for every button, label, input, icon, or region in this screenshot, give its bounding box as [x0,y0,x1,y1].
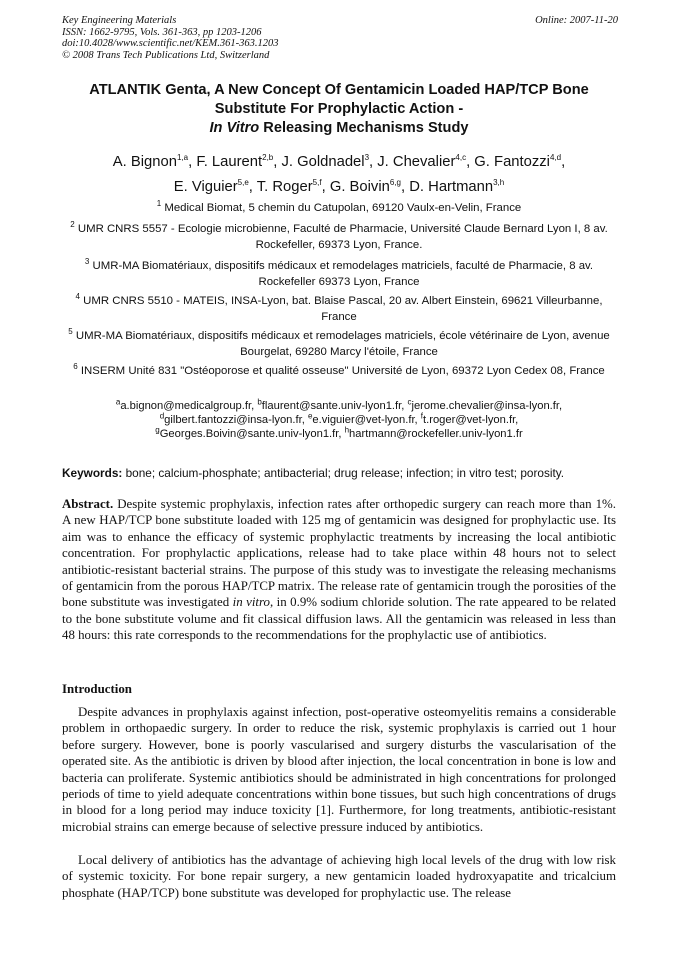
author: G. Boivin$^{6,g}$, [329,178,410,195]
intro-paragraph-2: Local delivery of antibiotics has the advantage of achieving high local levels of the drug with low risk of systemic toxicity. For bone repair surgery, a new gentamicin loaded hydroxyapatite and tricalcium phosphate (HAP/TCP) bone substitute was developed for prophylactic use. The release [62,853,616,900]
author: T. Roger$^{5,f}$, [256,178,330,195]
email-link[interactable]: $^b$flaurent@sante.univ-lyon1.fr [257,397,402,412]
email-link[interactable]: $^e$e.viguier@vet-lyon.fr [307,411,415,426]
author: G. Fantozzi$^{4,d}$, [474,153,566,170]
email-link[interactable]: $^d$gilbert.fantozzi@insa-lyon.fr [159,411,302,426]
keywords [62,466,622,481]
affiliation-3: $^3$ UMR-MA Biomatériaux, dispositifs médicaux et remodelages matriciels, faculté de Pharmacie, 8 av. Rockefeller 69373 Lyon, France [84,257,594,288]
email-link[interactable]: $^f$t.roger@vet-lyon.fr, [420,411,519,426]
issn-line: ISSN: 1662-9795, Vols. 361-363, pp 1203-1206 [62,26,262,38]
author: E. Viguier$^{5,e}$, [173,178,257,195]
email-link[interactable]: $^a$a.bignon@medicalgroup.fr [115,397,252,412]
author: J. Chevalier$^{4,c}$, [377,153,475,170]
journal-header [62,15,618,61]
email-link[interactable]: $^c$jerome.chevalier@insa-lyon.fr, [407,397,563,412]
abstract: Abstract. Despite systemic prophylaxis, infection rates after orthopedic surgery can reach more than 1%. A new HAP/TCP bone substitute loaded with 125 mg of gentamicin was designed for prophylactic use. Its aim was to enhance the efficacy of systemic prophylactic treatments by increasing the local antibiotic concentration. For prophylactic applications, release had to take place within 48 hours not to select antibiotic-resistant bacterial strains. The purpose of this study was to investigate the releasing mechanisms of gentamicin from the porous HAP/TCP matrix. The release rate of gentamicin trough the porosities of the bone substitute was investigated in vitro, in 0.9% sodium chloride solution. The rate appeared to be related to the bone substitute volume and fit classical diffusion laws. All the gentamicin was released in less than 48 hours: this rate corresponds to the recommendations for the prophylactic use of antibiotics. [62,497,616,643]
affiliation-5: $^5$ UMR-MA Biomatériaux, dispositifs médicaux et remodelages matriciels, école vétérinaire de Lyon, avenue Bourgelat, 69280 Marcy l'étoile, France [68,327,610,358]
email-list: $^a$a.bignon@medicalgroup.fr, $^b$flaurent@sante.univ-lyon1.fr, $^c$jerome.chevalier@insa-lyon.fr, $^d$gilbert.fantozzi@insa-lyon.fr, $^e$e.viguier@vet-lyon.fr, $^f$t.roger@vet-lyon.fr, $^g$Georges.Boivin@sante.univ-lyon1.fr, $^h$hartmann@rockefeller.univ-lyon1.fr [115,397,563,440]
affiliation-4: $^4$ UMR CNRS 5510 - MATEIS, INSA-Lyon, bat. Blaise Pascal, 20 av. Albert Einstein, 69621 Villeurbanne, France [75,292,603,323]
email-link[interactable]: $^h$hartmann@rockefeller.univ-lyon1.fr [344,425,523,440]
title-line-1: ATLANTIK Genta, A New Concept Of Gentamicin Loaded HAP/TCP Bone [89,82,589,98]
doi-line[interactable]: doi:10.4028/www.scientific.net/KEM.361-363.1203 [62,38,279,49]
paper-title [48,81,630,138]
title-line-2: Substitute For Prophylactic Action - [214,101,464,117]
author: D. Hartmann$^{3,h}$ [409,178,505,195]
email-link[interactable]: $^g$Georges.Boivin@sante.univ-lyon1.fr [155,425,339,440]
introduction-heading: Introduction [62,682,132,696]
title-line-3 [48,119,630,138]
abstract-label: Abstract. [62,497,114,511]
author: A. Bignon$^{1,a}$, [112,153,197,170]
affiliation-2: $^2$ UMR CNRS 5557 - Ecologie microbienne, Faculté de Pharmacie, Université Claude Bernard Lyon I, 8 av. Rockefeller, 69373 Lyon, France. [70,220,608,251]
intro-paragraph-1: Despite advances in prophylaxis against infection, post-operative osteomyelitis remains a considerable problem in orthopaedic surgery. In order to reduce the risk, systemic prophylaxis is carried out 1 hour before surgery. However, bone is poorly vascularised and surgery disturbs the vascularisation of the operated site. As the antibiotic is driven by blood after injection, the local concentration in bone is low and bacteria can proliferate. Systemic antibiotics should be administrated in high concentrations for prolonged periods of time to yield adequate concentrations within bone tissues, but such high concentrations of drugs in blood for a long period may induce toxicity [1]. Furthermore, for long treatments, antibiotic-resistant microbial strains can emerge because of selective pressure induced by antibiotics. [62,705,616,834]
author-list [40,150,638,200]
author: J. Goldnadel$^3$, [281,153,378,170]
online-date: Online: 2007-11-20 [535,15,618,26]
title-italic: In Vitro [209,120,260,136]
keywords-label: Keywords: [62,466,123,480]
title-rest: Releasing Mechanisms Study [259,120,469,136]
copyright-line: © 2008 Trans Tech Publications Ltd, Switzerland [62,49,270,61]
keywords-text: bone; calcium-phosphate; antibacterial; drug release; infection; in vitro test; porosity. [122,466,565,480]
journal-name: Key Engineering Materials [62,15,177,26]
affiliation-1: $^1$ Medical Biomat, 5 chemin du Catupolan, 69120 Vaulx-en-Velin, France [156,199,522,214]
affiliation-6: $^6$ INSERM Unité 831 "Ostéoporose et qualité osseuse" Université de Lyon, 69372 Lyon Cedex 08, France [73,362,605,377]
author: F. Laurent$^{2,b}$, [196,153,282,170]
